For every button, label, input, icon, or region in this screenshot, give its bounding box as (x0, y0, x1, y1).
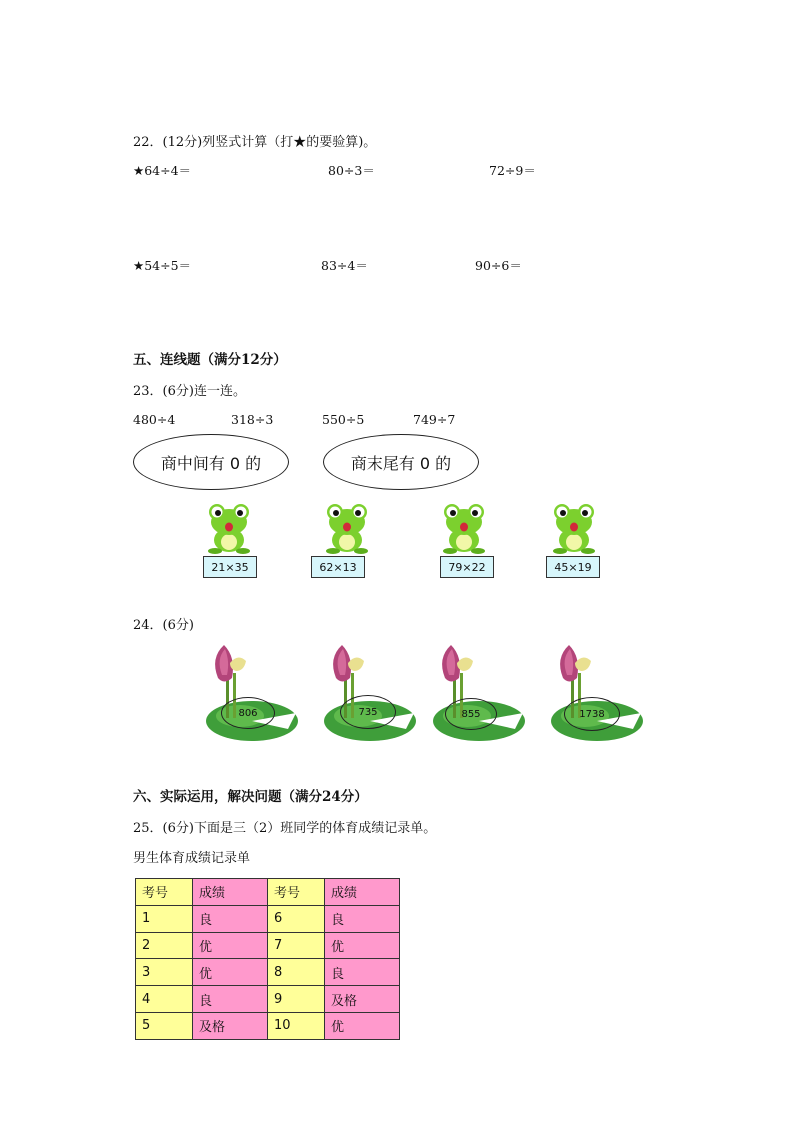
problem-54-div-5: ★54÷5＝ (133, 258, 192, 273)
score-table (135, 878, 400, 1040)
cell-score: 优 (325, 1012, 400, 1039)
cell-score: 良 (193, 986, 268, 1013)
table-row (136, 986, 400, 1013)
question-23-title: 23．(6分)连一连。 (133, 384, 246, 399)
frog-card-79x22[interactable]: 79×22 (440, 556, 494, 578)
division-480-4: 480÷4 (133, 412, 176, 427)
cell-score: 良 (193, 905, 268, 932)
table-row (136, 959, 400, 986)
header-exam-no: 考号 (268, 879, 325, 906)
problem-83-div-4: 83÷4＝ (321, 258, 368, 273)
header-exam-no: 考号 (136, 879, 193, 906)
cell-exam-no: 8 (268, 959, 325, 986)
frog-card-45x19[interactable]: 45×19 (546, 556, 600, 578)
cell-exam-no: 2 (136, 932, 193, 959)
oval-end-zero[interactable] (323, 434, 479, 490)
frog-icon (550, 500, 598, 554)
cell-score: 良 (325, 959, 400, 986)
cell-score: 及格 (325, 986, 400, 1013)
cell-exam-no: 10 (268, 1012, 325, 1039)
table-header-row (136, 879, 400, 906)
lotus-oval-855[interactable] (445, 698, 497, 730)
cell-exam-no: 7 (268, 932, 325, 959)
table-row (136, 932, 400, 959)
problem-90-div-6: 90÷6＝ (475, 258, 522, 273)
cell-exam-no: 9 (268, 986, 325, 1013)
section-5-title: 五、连线题（满分12分） (133, 352, 287, 368)
lotus-oval-1738[interactable] (564, 697, 620, 731)
question-24-title: 24．(6分) (133, 618, 194, 633)
cell-score: 及格 (193, 1012, 268, 1039)
lotus-number: 855 (461, 708, 481, 720)
problem-64-div-4: ★64÷4＝ (133, 163, 192, 178)
table-title: 男生体育成绩记录单 (133, 851, 251, 866)
frog-card-21x35[interactable]: 21×35 (203, 556, 257, 578)
table-row (136, 1012, 400, 1039)
lotus-oval-806[interactable] (221, 697, 275, 729)
lotus-number: 1738 (579, 708, 605, 720)
question-25-title: 25．(6分)下面是三（2）班同学的体育成绩记录单。 (133, 821, 437, 836)
lotus-number: 735 (358, 706, 378, 718)
cell-exam-no: 5 (136, 1012, 193, 1039)
cell-score: 优 (193, 932, 268, 959)
frog-icon (440, 500, 488, 554)
division-749-7: 749÷7 (413, 412, 456, 427)
lotus-number: 806 (238, 707, 258, 719)
cell-score: 优 (193, 959, 268, 986)
frog-icon (205, 500, 253, 554)
frog-icon (323, 500, 371, 554)
cell-score: 良 (325, 905, 400, 932)
table-row (136, 905, 400, 932)
lotus-oval-735[interactable] (340, 695, 396, 729)
header-score: 成绩 (325, 879, 400, 906)
header-score: 成绩 (193, 879, 268, 906)
cell-exam-no: 1 (136, 905, 193, 932)
oval-end-zero-label: 商末尾有 0 的 (350, 453, 452, 473)
division-318-3: 318÷3 (231, 412, 274, 427)
problem-72-div-9: 72÷9＝ (489, 163, 536, 178)
oval-middle-zero-label: 商中间有 0 的 (160, 453, 262, 473)
cell-score: 优 (325, 932, 400, 959)
cell-exam-no: 6 (268, 905, 325, 932)
oval-middle-zero[interactable] (133, 434, 289, 490)
question-22-title: 22．(12分)列竖式计算（打★的要验算)。 (133, 135, 377, 150)
problem-80-div-3: 80÷3＝ (328, 163, 375, 178)
cell-exam-no: 3 (136, 959, 193, 986)
section-6-title: 六、实际运用，解决问题（满分24分） (133, 789, 368, 805)
division-550-5: 550÷5 (322, 412, 365, 427)
frog-card-62x13[interactable]: 62×13 (311, 556, 365, 578)
cell-exam-no: 4 (136, 986, 193, 1013)
